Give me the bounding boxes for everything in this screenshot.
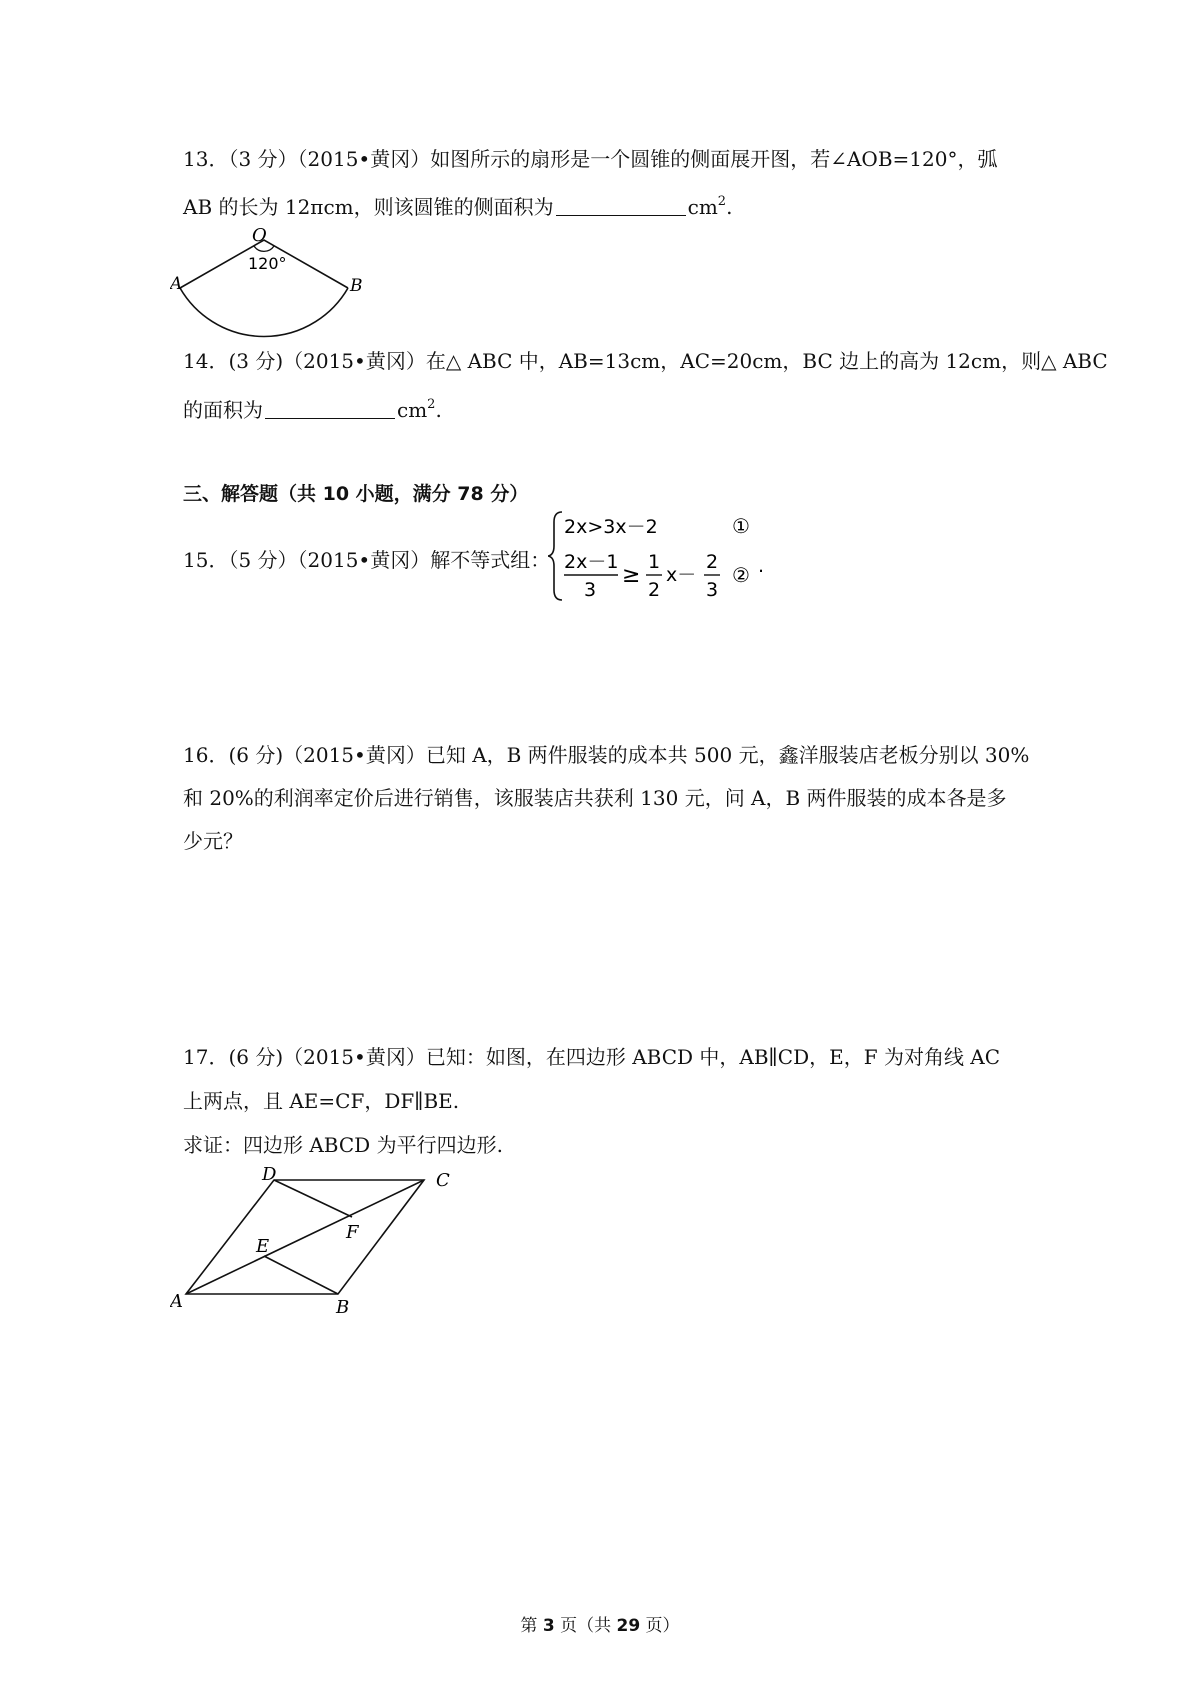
footer-prefix: 第 <box>520 1616 543 1636</box>
label-f: F <box>346 1222 359 1243</box>
period: . <box>726 195 733 219</box>
page-number: 3 <box>542 1616 555 1636</box>
footer-middle: 页（共 <box>554 1616 617 1636</box>
q16-line1: 16．(6 分)（2015•黄冈）已知 A，B 两件服装的成本共 500 元，鑫洋服装店老板分别以 30% <box>183 743 1030 767</box>
q16-line3: 少元？ <box>183 829 243 853</box>
q16-line2: 和 20%的利润率定价后进行销售，该服装店共获利 130 元，问 A，B 两件服装的成本各是多 <box>183 786 1007 810</box>
frac2-denominator: 3 <box>706 579 719 601</box>
q14-line2 <box>183 391 442 424</box>
q13-line1: 13．（3 分）（2015•黄冈）如图所示的扇形是一个圆锥的侧面展开图，若∠AOB=120°，弧 <box>183 147 998 171</box>
relation: ≥ <box>622 563 641 588</box>
mark-1: ① <box>732 514 750 538</box>
unit-exponent: 2 <box>427 397 436 412</box>
fraction-numerator: 2x－1 <box>564 551 619 573</box>
q17-line1: 17．(6 分)（2015•黄冈）已知：如图，在四边形 ABCD 中，AB∥CD，E，F 为对角线 AC <box>183 1045 1001 1069</box>
q15-text: 15．（5 分）（2015•黄冈）解不等式组： <box>183 548 551 572</box>
half-denominator: 2 <box>648 579 661 601</box>
label-b: B <box>336 1297 350 1318</box>
parallelogram-figure <box>170 1160 490 1320</box>
label-c: C <box>436 1170 450 1191</box>
q14-line1: 14．(3 分)（2015•黄冈）在△ ABC 中，AB=13cm，AC=20cm，BC 边上的高为 12cm，则△ ABC <box>183 349 1108 373</box>
total-pages: 29 <box>616 1616 641 1636</box>
period: . <box>758 555 765 577</box>
mark-2: ② <box>732 563 750 587</box>
section-title: 三、解答题（共 10 小题，满分 78 分） <box>183 483 529 505</box>
unit: cm <box>687 195 718 219</box>
label-b: B <box>350 276 363 296</box>
q13-text: AB 的长为 12πcm，则该圆锥的侧面积为 <box>183 195 554 219</box>
sector-figure <box>170 222 380 340</box>
fraction-denominator: 3 <box>584 579 597 601</box>
q17-line3: 求证：四边形 ABCD 为平行四边形. <box>183 1133 503 1157</box>
answer-blank <box>265 398 395 419</box>
frac2-numerator: 2 <box>706 551 719 573</box>
q14-text: 的面积为 <box>183 398 263 422</box>
period: . <box>435 398 442 422</box>
q17-line2: 上两点，且 AE=CF，DF∥BE. <box>183 1089 460 1113</box>
inequality-1: 2x>3x－2 <box>564 516 658 538</box>
label-a: A <box>170 1291 183 1312</box>
q13-line2 <box>183 188 732 221</box>
angle-label: 120° <box>248 254 287 273</box>
inequality-system <box>548 508 788 604</box>
answer-blank <box>556 195 686 216</box>
unit-exponent: 2 <box>717 194 727 209</box>
unit: cm <box>397 398 428 422</box>
label-e: E <box>256 1236 270 1257</box>
half-numerator: 1 <box>648 551 661 573</box>
x-term: x－ <box>666 564 697 586</box>
label-d: D <box>262 1164 277 1185</box>
label-o: O <box>252 225 267 246</box>
page-footer <box>0 1611 1200 1636</box>
footer-suffix: 页） <box>640 1616 680 1636</box>
label-a: A <box>170 274 183 294</box>
